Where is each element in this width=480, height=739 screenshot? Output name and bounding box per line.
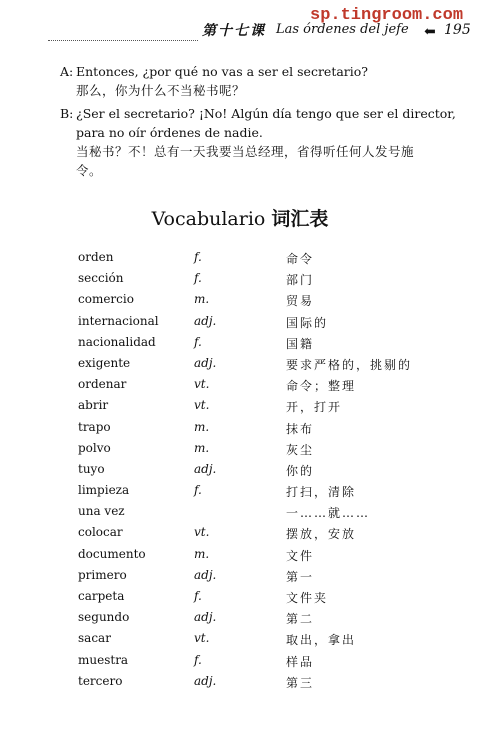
vocab-word: muestra: [78, 652, 129, 667]
vocab-word: trapo: [78, 419, 111, 434]
vocab-row: [78, 290, 458, 311]
vocab-word: nacionalidad: [78, 334, 156, 349]
vocab-meaning: 抹布: [286, 421, 315, 436]
vocab-word: segundo: [78, 610, 130, 625]
vocab-row: [78, 460, 458, 481]
vocab-meaning: 文件: [286, 548, 315, 563]
vocab-word: internacional: [78, 313, 159, 328]
vocab-meaning: 摆放，安放: [286, 527, 357, 542]
vocab-row: [78, 672, 458, 693]
vocab-grammar: m.: [194, 440, 210, 455]
vocab-word: primero: [78, 567, 127, 582]
vocab-grammar: m.: [194, 546, 210, 561]
vocab-word: limpieza: [78, 483, 130, 498]
vocab-grammar: vt.: [194, 525, 210, 540]
page-number: 195: [444, 22, 471, 38]
vocab-meaning: 一……就……: [286, 506, 371, 521]
dialog-line: [60, 62, 471, 81]
page-header: [0, 0, 480, 44]
vocab-meaning: 取出，拿出: [286, 633, 357, 648]
vocab-word: polvo: [78, 440, 111, 455]
vocab-meaning: 贸易: [286, 294, 315, 309]
vocab-meaning: 开，打开: [286, 400, 343, 415]
vocab-row: [78, 439, 458, 460]
vocab-grammar: m.: [194, 292, 210, 307]
vocab-row: [78, 418, 458, 439]
vocab-grammar: adj.: [194, 567, 217, 582]
vocab-row: [78, 587, 458, 608]
speaker-label: B:: [60, 106, 74, 121]
vocab-word: tercero: [78, 673, 123, 688]
dialog-line-zh: [76, 81, 471, 100]
vocab-row: [78, 545, 458, 566]
vocab-meaning: 样品: [286, 654, 315, 669]
header-rule: [48, 40, 198, 41]
vocab-meaning: 文件夹: [286, 591, 329, 605]
vocab-row: [78, 312, 458, 333]
vocab-heading: [0, 204, 480, 231]
dialog-text-zh: 令。: [76, 163, 103, 178]
vocab-word: colocar: [78, 525, 123, 540]
vocab-meaning: 第二: [286, 612, 315, 627]
vocab-word: documento: [78, 546, 146, 561]
lesson-title: Las órdenes del jefe: [276, 22, 409, 37]
vocab-grammar: f.: [194, 271, 202, 286]
vocab-heading-zh: 词汇表: [271, 208, 329, 230]
vocab-meaning: 部门: [286, 273, 315, 288]
vocab-meaning: 命令: [286, 252, 315, 266]
vocab-grammar: adj.: [194, 313, 217, 328]
vocab-meaning: 命令；整理: [286, 379, 357, 394]
vocab-row: [78, 502, 458, 523]
vocab-meaning: 第一: [286, 569, 315, 584]
vocab-grammar: f.: [194, 589, 202, 603]
vocab-grammar: f.: [194, 334, 202, 349]
vocab-word: ordenar: [78, 377, 127, 392]
vocab-grammar: vt.: [194, 631, 210, 646]
vocab-word: orden: [78, 250, 114, 264]
lesson-number: 第十七课: [202, 23, 266, 39]
vocab-meaning: 打扫，清除: [286, 485, 357, 500]
vocab-row: [78, 375, 458, 396]
site-watermark: sp.tingroom.com: [310, 6, 464, 25]
vocab-grammar: adj.: [194, 610, 217, 625]
vocab-grammar: m.: [194, 419, 210, 434]
vocab-grammar: adj.: [194, 461, 217, 476]
vocab-grammar: vt.: [194, 398, 210, 413]
vocab-grammar: f.: [194, 652, 202, 667]
vocab-row: [78, 651, 458, 672]
vocab-row: [78, 608, 458, 629]
dialog-text-es: ¿Ser el secretario? ¡No! Algún día tengo que ser el director,: [76, 106, 456, 121]
vocab-row: [78, 354, 458, 375]
dialog-line-zh: [76, 142, 471, 161]
dialog-line: [60, 104, 471, 123]
vocab-meaning: 国籍: [286, 336, 315, 351]
vocab-grammar: f.: [194, 250, 202, 264]
vocab-grammar: vt.: [194, 377, 210, 392]
vocab-meaning: 要求严格的，挑剔的: [286, 357, 413, 372]
arrow-left-icon: ⬅: [424, 24, 436, 40]
vocab-row: [78, 333, 458, 354]
vocab-row: [78, 629, 458, 650]
vocab-meaning: 第三: [286, 675, 315, 690]
vocab-word: abrir: [78, 398, 109, 413]
vocab-word: comercio: [78, 292, 134, 307]
vocab-meaning: 灰尘: [286, 442, 315, 457]
dialog-text-zh: 当秘书？不！总有一天我要当总经理，省得听任何人发号施: [76, 144, 415, 159]
vocab-row: [78, 396, 458, 417]
vocab-grammar: f.: [194, 483, 202, 498]
dialog-line-zh: [76, 161, 471, 180]
vocab-word: tuyo: [78, 461, 105, 476]
vocab-word: sección: [78, 271, 124, 286]
dialog-text-es: Entonces, ¿por qué no vas a ser el secretario?: [76, 64, 369, 79]
vocab-row: [78, 481, 458, 502]
vocab-row: [78, 523, 458, 544]
vocab-grammar: adj.: [194, 355, 217, 370]
vocab-word: carpeta: [78, 589, 125, 603]
vocab-grammar: adj.: [194, 673, 217, 688]
vocab-word: una vez: [78, 504, 125, 519]
vocab-word: sacar: [78, 631, 111, 646]
vocab-meaning: 国际的: [286, 315, 329, 330]
vocab-meaning: 你的: [286, 463, 315, 478]
dialog-section: [60, 62, 471, 180]
vocab-word: exigente: [78, 355, 131, 370]
vocab-row: [78, 248, 458, 269]
vocab-list: [78, 248, 458, 693]
vocab-row: [78, 269, 458, 290]
speaker-label: A:: [60, 64, 74, 79]
vocab-heading-es: Vocabulario: [151, 208, 266, 230]
dialog-line: [76, 123, 471, 142]
dialog-text-zh: 那么，你为什么不当秘书呢？: [76, 83, 246, 98]
dialog-text-es: para no oír órdenes de nadie.: [76, 125, 263, 140]
vocab-row: [78, 566, 458, 587]
